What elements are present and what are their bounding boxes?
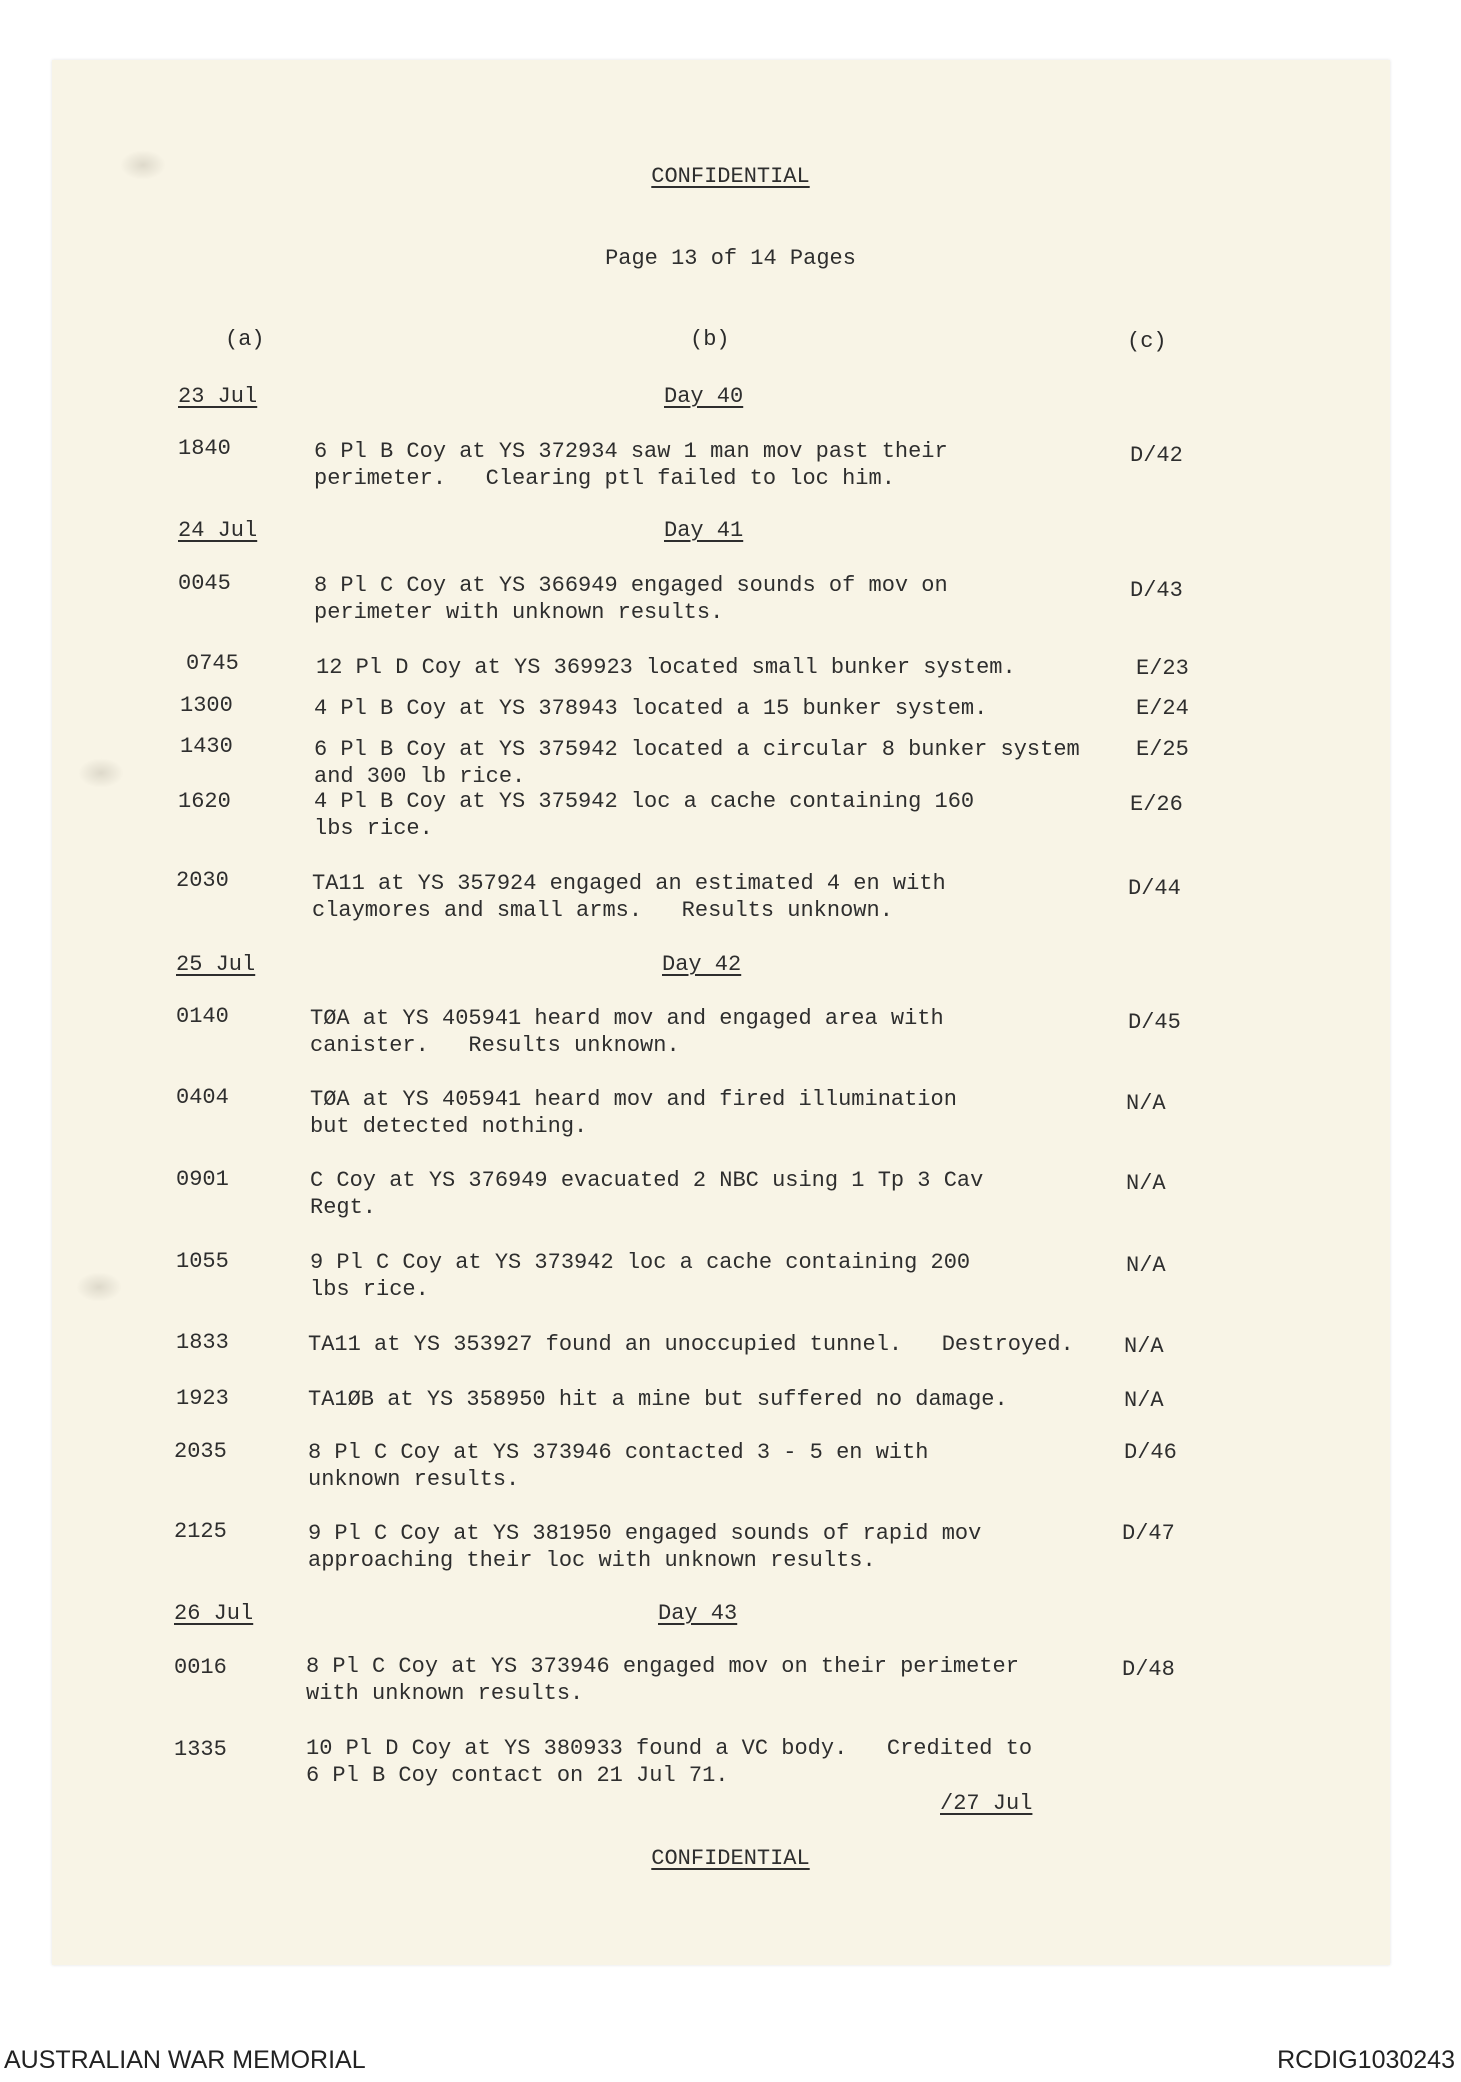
entry-ref: N/A [1124,1388,1164,1413]
paper-blemish [76,1272,122,1302]
entry-time: 1335 [174,1737,227,1762]
entry-text: 8 Pl C Coy at YS 366949 engaged sounds of mov on perimeter with unknown results. [314,573,948,625]
section-day: Day 42 [662,952,742,977]
section-day: Day 43 [658,1601,738,1626]
entry-text: TA1ØB at YS 358950 hit a mine but suffered no damage. [308,1387,1008,1412]
classification-top: CONFIDENTIAL [651,164,810,189]
entry-text: 9 Pl C Coy at YS 373942 loc a cache containing 200 lbs rice. [310,1250,971,1302]
entry-ref: N/A [1126,1171,1166,1196]
entry-text: TA11 at YS 353927 found an unoccupied tunnel. Destroyed. [308,1332,1074,1357]
entry-text: 6 Pl B Coy at YS 372934 saw 1 man mov past their perimeter. Clearing ptl failed to loc him. [314,439,948,491]
paper-blemish [78,758,124,788]
entry-time: 0045 [178,571,231,596]
entry-ref: N/A [1124,1334,1164,1359]
entry-text: 12 Pl D Coy at YS 369923 located small bunker system. [316,655,1016,680]
entry-ref: E/25 [1136,737,1189,762]
column-header-a: (a) [225,327,265,352]
entry-text: 4 Pl B Coy at YS 378943 located a 15 bunker system. [314,696,988,721]
entry-text: TØA at YS 405941 heard mov and engaged area with canister. Results unknown. [310,1006,944,1058]
section-day: Day 41 [664,518,744,543]
section-date: 25 Jul [176,952,256,977]
entry-text: 8 Pl C Coy at YS 373946 engaged mov on their perimeter with unknown results. [306,1654,1019,1706]
entry-time: 0745 [186,651,239,676]
entry-time: 1620 [178,789,231,814]
section-day: Day 40 [664,384,744,409]
entry-time: 2030 [176,868,229,893]
entry-ref: E/24 [1136,696,1189,721]
entry-ref: D/42 [1130,443,1183,468]
section-date: 26 Jul [174,1601,254,1626]
entry-ref: D/46 [1124,1440,1177,1465]
entry-ref: N/A [1126,1253,1166,1278]
entry-time: 1430 [180,734,233,759]
entry-text: TA11 at YS 357924 engaged an estimated 4 en with claymores and small arms. Results unknown. [312,871,946,923]
entry-ref: D/44 [1128,876,1181,901]
page-label: Page 13 of 14 Pages [605,246,856,271]
entry-ref: N/A [1126,1091,1166,1116]
entry-time: 1300 [180,693,233,718]
entry-text: 8 Pl C Coy at YS 373946 contacted 3 - 5 en with unknown results. [308,1440,929,1492]
entry-time: 1840 [178,436,231,461]
entry-time: 0140 [176,1004,229,1029]
entry-time: 2035 [174,1439,227,1464]
entry-time: 2125 [174,1519,227,1544]
entry-ref: E/23 [1136,656,1189,681]
entry-ref: D/48 [1122,1657,1175,1682]
entry-text: 4 Pl B Coy at YS 375942 loc a cache containing 160 lbs rice. [314,789,975,841]
footer-archive-name: AUSTRALIAN WAR MEMORIAL [4,2046,366,2074]
classification-bottom: CONFIDENTIAL [651,1846,810,1871]
entry-ref: D/47 [1122,1521,1175,1546]
entry-text: C Coy at YS 376949 evacuated 2 NBC using 1 Tp 3 Cav Regt. [310,1168,984,1220]
entry-time: 1923 [176,1386,229,1411]
entry-text: 9 Pl C Coy at YS 381950 engaged sounds of rapid mov approaching their loc with unknown results. [308,1521,982,1573]
column-header-b: (b) [690,327,730,352]
entry-time: 0016 [174,1655,227,1680]
column-header-c: (c) [1127,329,1167,354]
entry-time: 1055 [176,1249,229,1274]
entry-ref: D/43 [1130,578,1183,603]
continuation-note: /27 Jul [940,1791,1033,1816]
entry-text: 10 Pl D Coy at YS 380933 found a VC body. Credited to 6 Pl B Coy contact on 21 Jul 71. [306,1736,1033,1788]
footer-catalogue-id: RCDIG1030243 [1277,2046,1455,2074]
entry-ref: D/45 [1128,1010,1181,1035]
entry-time: 1833 [176,1330,229,1355]
entry-text: TØA at YS 405941 heard mov and fired illumination but detected nothing. [310,1087,957,1139]
section-date: 24 Jul [178,518,258,543]
entry-time: 0404 [176,1085,229,1110]
entry-time: 0901 [176,1167,229,1192]
section-date: 23 Jul [178,384,258,409]
entry-ref: E/26 [1130,792,1183,817]
entry-text: 6 Pl B Coy at YS 375942 located a circular 8 bunker system and 300 lb rice. [314,737,1080,789]
